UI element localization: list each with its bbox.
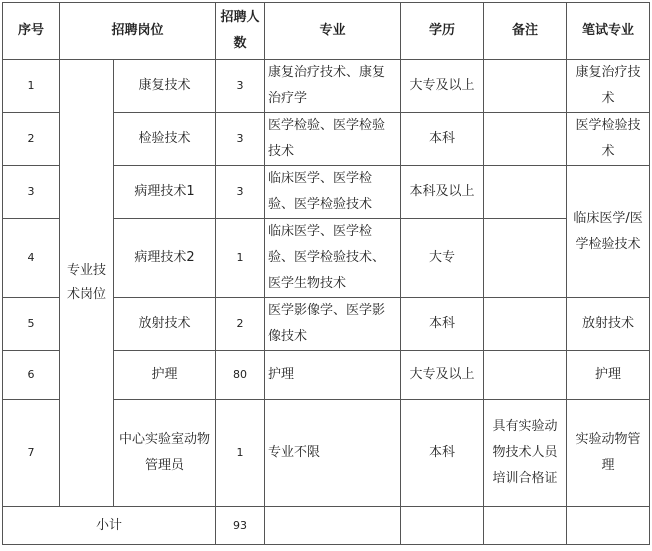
header-major: 专业 (265, 3, 401, 60)
table-row (3, 60, 650, 113)
total-label: 小计 (3, 507, 216, 545)
post-cell: 病理技术2 (114, 219, 216, 298)
seq-cell: 2 (3, 113, 60, 166)
exam-cell: 实验动物管理 (567, 400, 650, 507)
note-cell: 具有实验动物技术人员培训合格证 (484, 400, 567, 507)
edu-cell: 大专 (401, 219, 484, 298)
edu-cell: 本科 (401, 113, 484, 166)
recruitment-table (2, 2, 650, 545)
seq-cell: 6 (3, 351, 60, 400)
exam-cell-merged: 临床医学/医学检验技术 (567, 166, 650, 298)
edu-cell: 本科 (401, 400, 484, 507)
header-count: 招聘人数 (216, 3, 265, 60)
category-cell (60, 60, 114, 507)
seq-cell: 7 (3, 400, 60, 507)
major-cell: 康复治疗技术、康复治疗学 (265, 60, 401, 113)
major-cell: 临床医学、医学检验、医学检验技术、医学生物技术 (265, 219, 401, 298)
header-seq: 序号 (3, 3, 60, 60)
header-row (3, 3, 650, 60)
post-cell: 护理 (114, 351, 216, 400)
header-note: 备注 (484, 3, 567, 60)
header-exam: 笔试专业 (567, 3, 650, 60)
header-edu: 学历 (401, 3, 484, 60)
total-row (3, 507, 650, 545)
count-cell: 1 (216, 219, 265, 298)
exam-cell: 护理 (567, 351, 650, 400)
note-cell (484, 219, 567, 298)
exam-cell: 放射技术 (567, 298, 650, 351)
edu-cell: 大专及以上 (401, 351, 484, 400)
exam-cell: 医学检验技术 (567, 113, 650, 166)
post-cell: 检验技术 (114, 113, 216, 166)
count-cell: 3 (216, 113, 265, 166)
edu-cell: 本科及以上 (401, 166, 484, 219)
total-count: 93 (216, 507, 265, 545)
empty-cell (484, 507, 567, 545)
edu-cell: 大专及以上 (401, 60, 484, 113)
seq-cell: 3 (3, 166, 60, 219)
exam-cell: 康复治疗技术 (567, 60, 650, 113)
note-cell (484, 298, 567, 351)
major-cell: 临床医学、医学检验、医学检验技术 (265, 166, 401, 219)
empty-cell (401, 507, 484, 545)
major-cell: 医学影像学、医学影像技术 (265, 298, 401, 351)
seq-cell: 5 (3, 298, 60, 351)
post-cell: 康复技术 (114, 60, 216, 113)
count-cell: 3 (216, 60, 265, 113)
count-cell: 2 (216, 298, 265, 351)
count-cell: 80 (216, 351, 265, 400)
seq-cell: 4 (3, 219, 60, 298)
count-cell: 3 (216, 166, 265, 219)
edu-cell: 本科 (401, 298, 484, 351)
empty-cell (567, 507, 650, 545)
seq-cell: 1 (3, 60, 60, 113)
post-cell: 放射技术 (114, 298, 216, 351)
note-cell (484, 166, 567, 219)
empty-cell (265, 507, 401, 545)
post-cell: 病理技术1 (114, 166, 216, 219)
major-cell: 专业不限 (265, 400, 401, 507)
note-cell (484, 60, 567, 113)
major-cell: 医学检验、医学检验技术 (265, 113, 401, 166)
header-post: 招聘岗位 (60, 3, 216, 60)
post-cell: 中心实验室动物管理员 (114, 400, 216, 507)
major-cell: 护理 (265, 351, 401, 400)
category-label: 专业技术岗位 (66, 263, 106, 302)
note-cell (484, 113, 567, 166)
note-cell (484, 351, 567, 400)
count-cell: 1 (216, 400, 265, 507)
